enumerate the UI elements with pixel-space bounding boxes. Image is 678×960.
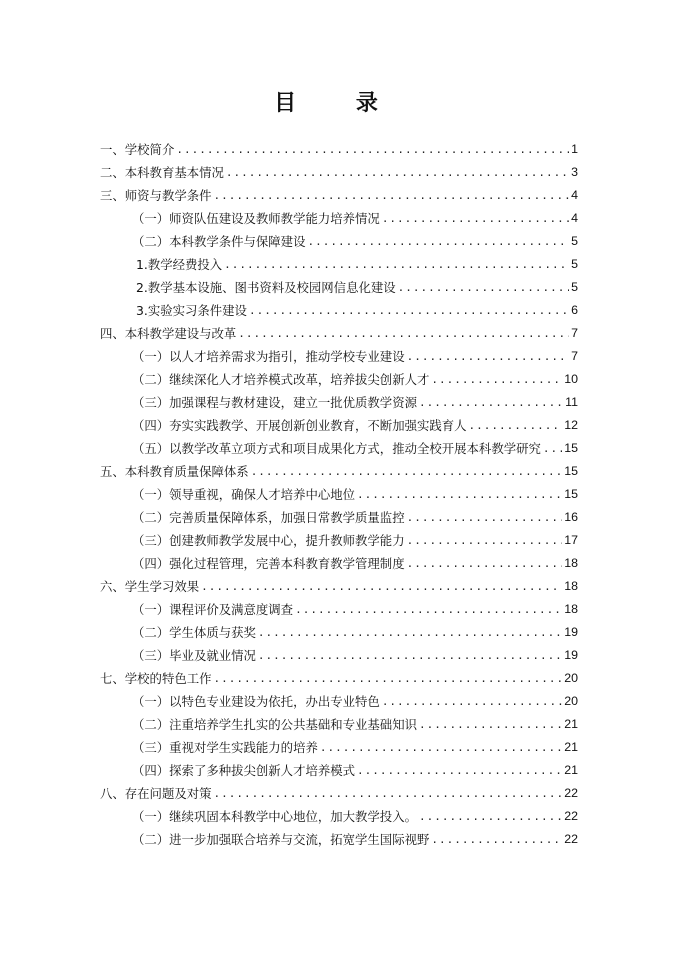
dot-leader [214, 667, 563, 690]
toc-entry-page: 12 [564, 418, 578, 432]
dot-leader [398, 276, 569, 299]
dot-leader [258, 644, 562, 667]
toc-entry-label: （一）以人才培养需求为指引，推动学校专业建设 [132, 349, 405, 364]
toc-entry-page: 18 [564, 579, 578, 593]
toc-entry[interactable] [100, 506, 578, 529]
toc-entry-label: （二）注重培养学生扎实的公共基础和专业基础知识 [132, 717, 417, 732]
toc-entry-label: （二）进一步加强联合培养与交流，拓宽学生国际视野 [132, 832, 430, 847]
toc-entry-label: （五）以教学改革立项方式和项目成果化方式，推动全校开展本科教学研究 [132, 441, 541, 456]
toc-entry-page: 20 [564, 694, 578, 708]
toc-entry-label: （四）强化过程管理，完善本科教育教学管理制度 [132, 556, 405, 571]
toc-entry-page: 4 [571, 188, 578, 202]
toc-entry[interactable] [100, 161, 578, 184]
toc-entry-page: 20 [564, 671, 578, 685]
toc-entry[interactable] [100, 667, 578, 690]
toc-entry-page: 15 [564, 487, 578, 501]
dot-leader [214, 184, 570, 207]
dot-leader [320, 736, 562, 759]
dot-leader [226, 161, 569, 184]
toc-entry[interactable] [100, 460, 578, 483]
toc-entry[interactable] [100, 391, 578, 414]
dot-leader [407, 529, 563, 552]
dot-leader [407, 552, 563, 575]
dot-leader [224, 253, 569, 276]
toc-entry[interactable] [100, 529, 578, 552]
dot-leader [419, 805, 562, 828]
toc-entry-label: （三）创建教师教学发展中心，提升教师教学能力 [132, 533, 405, 548]
dot-leader [469, 414, 563, 437]
dot-leader [357, 483, 562, 506]
toc-entry-label: 六、学生学习效果 [100, 579, 200, 594]
toc-entry[interactable] [100, 805, 578, 828]
toc-entry-page: 21 [564, 717, 578, 731]
page-title: 目 录 [274, 91, 404, 116]
toc-entry-label: （三）重视对学生实践能力的培养 [132, 740, 318, 755]
toc-entry-label: 一、学校简介 [100, 142, 175, 157]
toc-entry[interactable] [100, 690, 578, 713]
toc-entry[interactable] [100, 368, 578, 391]
toc-entry-label: （一）师资队伍建设及教师教学能力培养情况 [132, 211, 380, 226]
toc-entry[interactable] [100, 621, 578, 644]
toc-entry-label: （一）以特色专业建设为依托，办出专业特色 [132, 694, 380, 709]
dot-leader [249, 299, 569, 322]
toc-entry-label: （二）继续深化人才培养模式改革，培养拔尖创新人才 [132, 372, 430, 387]
toc-entry-page: 18 [564, 556, 578, 570]
toc-entry-page: 5 [571, 234, 578, 248]
dot-leader [238, 322, 569, 345]
toc-entry[interactable] [100, 184, 578, 207]
toc-entry-page: 5 [571, 257, 578, 271]
toc-entry-label: （二）完善质量保障体系，加强日常教学质量监控 [132, 510, 405, 525]
toc-entry-label: （四）夯实实践教学、开展创新创业教育，不断加强实践育人 [132, 418, 467, 433]
toc-entry-label: （三）加强课程与教材建设，建立一批优质教学资源 [132, 395, 417, 410]
toc-entry-label: 二、本科教育基本情况 [100, 165, 224, 180]
toc-entry[interactable] [100, 437, 578, 460]
toc-entry[interactable] [100, 598, 578, 621]
dot-leader [419, 391, 563, 414]
dot-leader [407, 345, 570, 368]
dot-leader [543, 437, 562, 460]
dot-leader [201, 575, 562, 598]
toc-entry-page: 1 [571, 142, 578, 156]
toc-entry-label: （二）本科教学条件与保障建设 [132, 234, 306, 249]
toc-entry-page: 11 [565, 395, 578, 409]
toc-entry[interactable] [100, 322, 578, 345]
toc-entry-page: 22 [564, 809, 578, 823]
toc-entry-page: 3 [571, 165, 578, 179]
toc-entry[interactable] [100, 299, 578, 322]
toc-entry[interactable] [100, 138, 578, 161]
toc-entry[interactable] [100, 759, 578, 782]
toc-entry-label: 八、存在问题及对策 [100, 786, 212, 801]
toc-entry-label: （一）课程评价及满意度调查 [132, 602, 294, 617]
toc-entry-label: （三）毕业及就业情况 [132, 648, 256, 663]
dot-leader [382, 690, 562, 713]
toc-entry-page: 10 [564, 372, 578, 386]
toc-entry-page: 4 [571, 211, 578, 225]
toc-entry-label: （四）探索了多种拔尖创新人才培养模式 [132, 763, 356, 778]
toc-entry[interactable] [100, 230, 578, 253]
toc-entry-page: 6 [571, 303, 578, 317]
toc-entry[interactable] [100, 828, 578, 851]
toc-entry[interactable] [100, 345, 578, 368]
dot-leader [176, 138, 569, 161]
toc-entry[interactable] [100, 414, 578, 437]
toc-entry-label: （一）继续巩固本科教学中心地位，加大教学投入。 [132, 809, 417, 824]
toc-entry-page: 7 [571, 326, 578, 340]
toc-entry[interactable] [100, 736, 578, 759]
toc-entry-page: 16 [564, 510, 578, 524]
toc-entry-page: 15 [564, 464, 578, 478]
dot-leader [295, 598, 562, 621]
toc-entry-label: 四、本科教学建设与改革 [100, 326, 237, 341]
toc-entry[interactable] [100, 644, 578, 667]
toc-entry-page: 7 [571, 349, 578, 363]
toc-entry[interactable] [100, 207, 578, 230]
table-of-contents [100, 138, 578, 851]
toc-entry-page: 19 [564, 625, 578, 639]
dot-leader [258, 621, 562, 644]
dot-leader [357, 759, 562, 782]
dot-leader [431, 368, 562, 391]
toc-entry[interactable] [100, 276, 578, 299]
toc-entry-label: 1.教学经费投入 [136, 257, 223, 272]
dot-leader [419, 713, 562, 736]
toc-entry-page: 18 [564, 602, 578, 616]
toc-entry[interactable] [100, 782, 578, 805]
toc-entry-label: （二）学生体质与获奖 [132, 625, 256, 640]
dot-leader [382, 207, 569, 230]
toc-entry-label: 3.实验实习条件建设 [136, 303, 247, 318]
toc-entry-page: 5 [571, 280, 578, 294]
dot-leader [251, 460, 563, 483]
toc-entry-label: 2.教学基本设施、图书资料及校园网信息化建设 [136, 280, 396, 295]
toc-entry-page: 21 [564, 763, 578, 777]
dot-leader [307, 230, 569, 253]
toc-entry-page: 17 [564, 533, 578, 547]
toc-entry-page: 22 [564, 832, 578, 846]
dot-leader [431, 828, 562, 851]
toc-entry-page: 19 [564, 648, 578, 662]
toc-entry-page: 21 [564, 740, 578, 754]
toc-entry-label: 五、本科教育质量保障体系 [100, 464, 249, 479]
dot-leader [214, 782, 563, 805]
toc-entry[interactable] [100, 575, 578, 598]
toc-entry[interactable] [100, 253, 578, 276]
toc-entry-label: （一）领导重视，确保人才培养中心地位 [132, 487, 356, 502]
toc-entry-page: 15 [564, 441, 578, 455]
toc-entry-label: 三、师资与教学条件 [100, 188, 212, 203]
toc-entry[interactable] [100, 713, 578, 736]
toc-entry-label: 七、学校的特色工作 [100, 671, 212, 686]
toc-entry-page: 22 [564, 786, 578, 800]
toc-entry[interactable] [100, 483, 578, 506]
dot-leader [407, 506, 563, 529]
toc-entry[interactable] [100, 552, 578, 575]
